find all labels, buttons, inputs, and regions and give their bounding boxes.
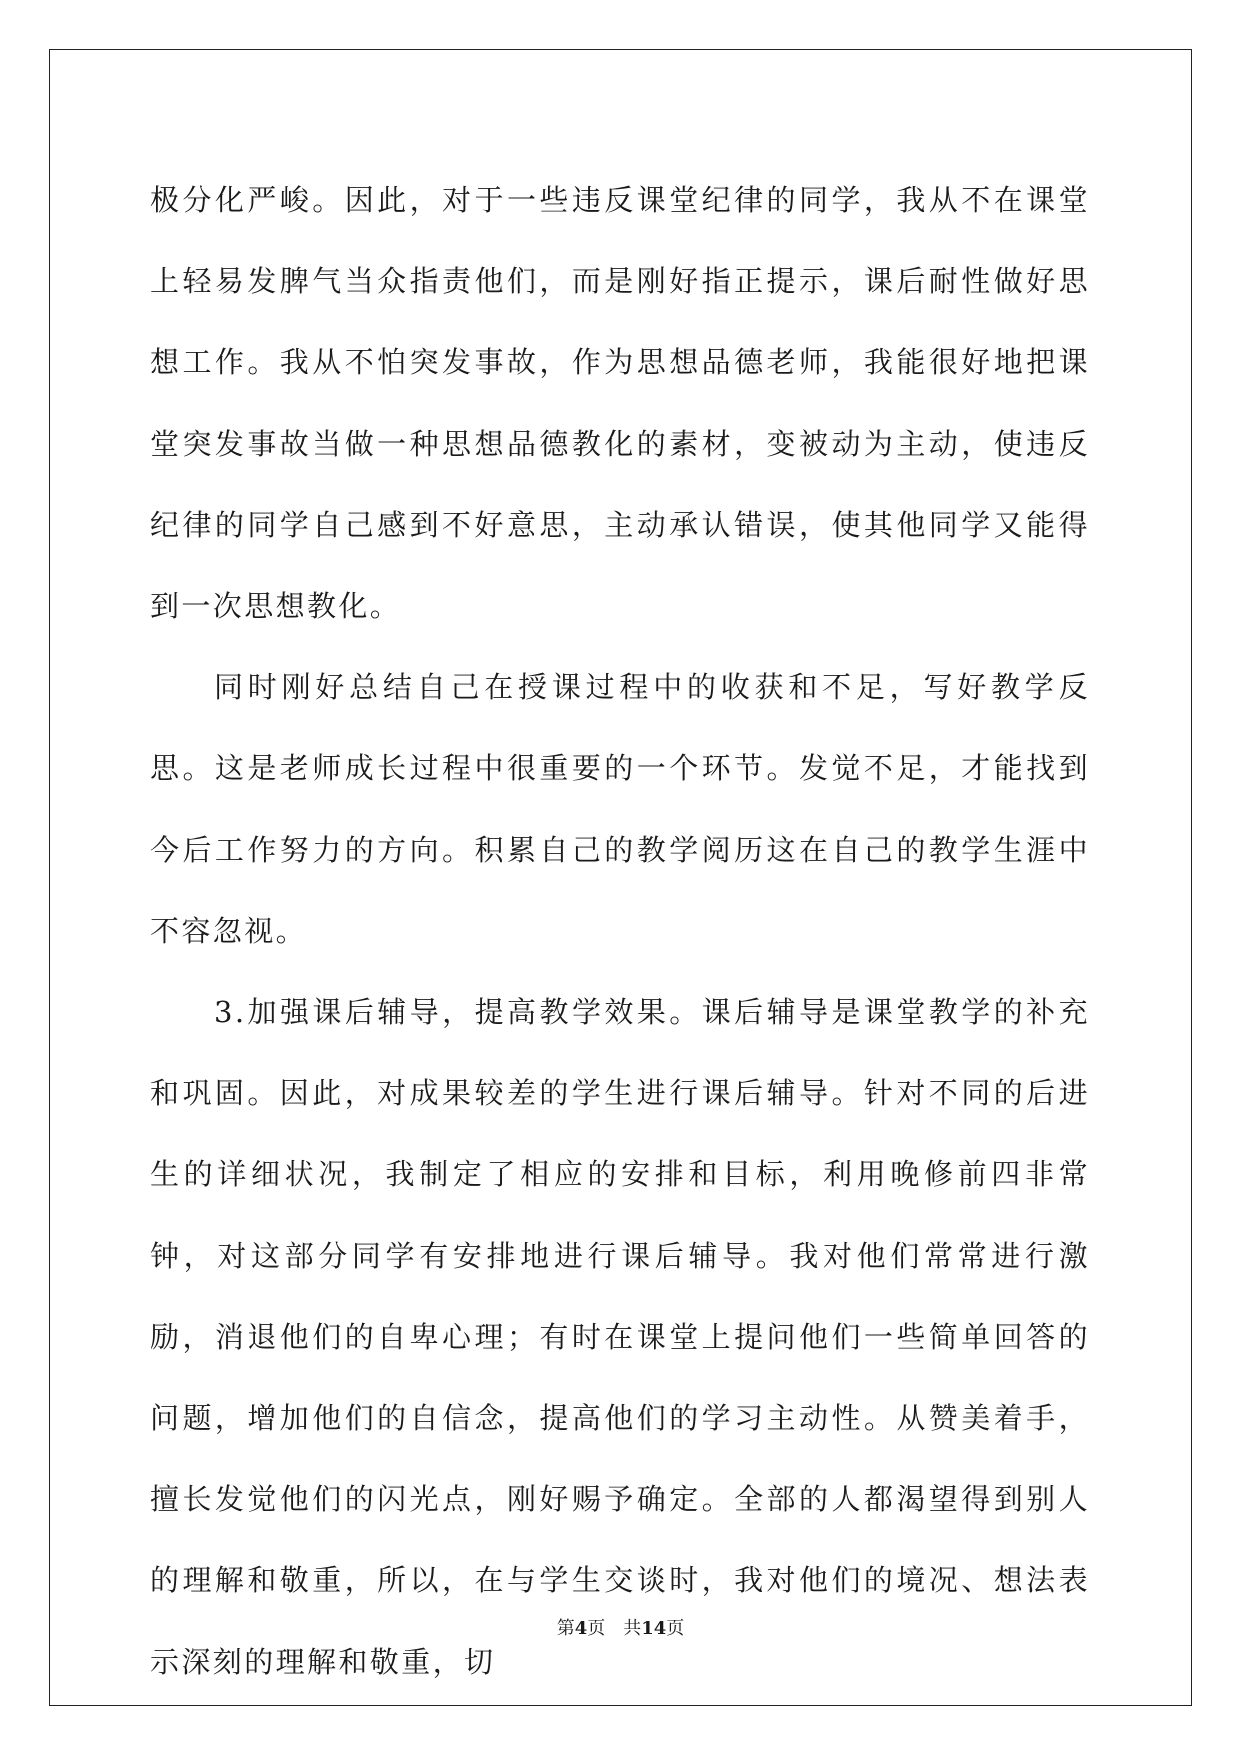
page-number: 4 <box>574 1618 588 1639</box>
total-prefix: 共 <box>623 1618 642 1639</box>
paragraph-3: 3.加强课后辅导，提高教学效果。课后辅导是课堂教学的补充和巩固。因此，对成果较差的学生进行课后辅导。针对不同的后进生的详细状况，我制定了相应的安排和目标，利用晚修前四非常钟，对这部分同学有安排地进行课后辅导。我对他们常常进行激励，消退他们的自卑心理；有时在课堂上提问他们一些简单回答的问题，增加他们的自信念，提高他们的学习主动性。从赞美着手，擅长发觉他们的闪光点，刚好赐予确定。全部的人都渴望得到别人的理解和敬重，所以，在与学生交谈时，我对他们的境况、想法表示深刻的理解和敬重，切 <box>150 995 1090 1679</box>
page-suffix: 页 <box>587 1618 606 1639</box>
total-pages: 14 <box>641 1618 667 1639</box>
paragraph-1: 极分化严峻。因此，对于一些违反课堂纪律的同学，我从不在课堂上轻易发脾气当众指责他们，而是刚好指正提示，课后耐性做好思想工作。我从不怕突发事故，作为思想品德老师，我能很好地把课堂突发事故当做一种思想品德教化的素材，变被动为主动，使违反纪律的同学自己感到不好意思，主动承认错误，使其他同学又能得到一次思想教化。 <box>150 183 1090 624</box>
document-body <box>150 160 1090 1703</box>
page-footer <box>0 1614 1241 1640</box>
page-prefix: 第 <box>556 1618 575 1639</box>
total-suffix: 页 <box>666 1618 685 1639</box>
paragraph-2: 同时刚好总结自己在授课过程中的收获和不足，写好教学反思。这是老师成长过程中很重要的一个环节。发觉不足，才能找到今后工作努力的方向。积累自己的教学阅历这在自己的教学生涯中不容忽视。 <box>150 670 1090 948</box>
